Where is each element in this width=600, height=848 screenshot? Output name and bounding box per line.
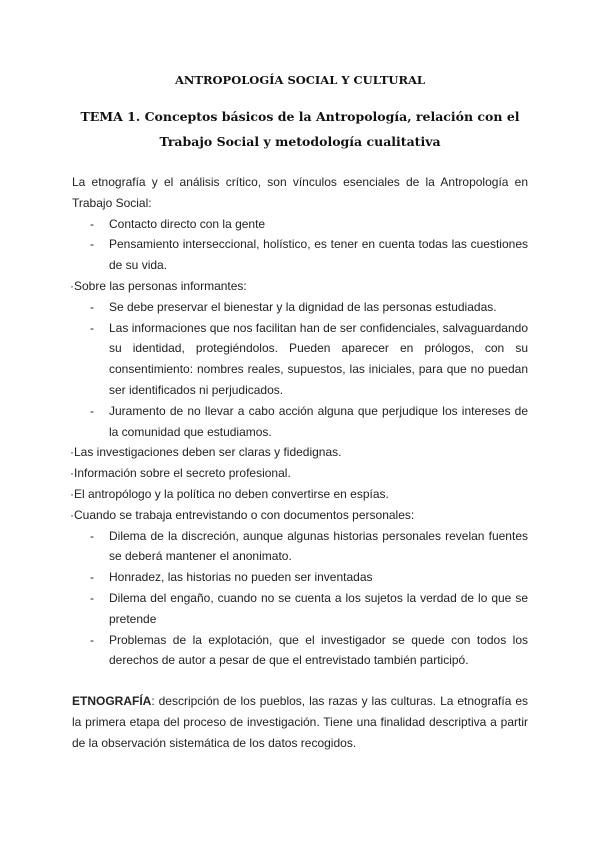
definition-text: : descripción de los pueblos, las razas y las culturas. La etnografía es la primera etapa del proceso de investigación. Tiene una finalidad descriptiva a partir de la observación sistemática de los datos recogidos. xyxy=(72,694,528,750)
bullet-dash: - xyxy=(90,403,94,418)
intro-list xyxy=(72,214,528,276)
list-item: - Las informaciones que nos facilitan han de ser confidenciales, salvaguardando su identidad, protegiéndolos. Pueden aparecer en prólogos, con su consentimiento: nombres reales, supuestos, las iniciales, para que no puedan ser identificados ni perjudicados. xyxy=(72,318,528,401)
list-item: - Dilema de la discreción, aunque algunas historias personales revelan fuentes se deberá mantener el anonimato. xyxy=(72,526,528,568)
statement-clarity: ·Las investigaciones deben ser claras y fidedignas. xyxy=(70,445,342,460)
section-marker: · xyxy=(70,466,74,481)
list-item: - Dilema del engaño, cuando no se cuenta a los sujetos la verdad de lo que se pretende xyxy=(72,588,528,630)
interview-heading: ·Cuando se trabaja entrevistando o con documentos personales: xyxy=(70,507,415,522)
document-title: ANTROPOLOGÍA SOCIAL Y CULTURAL xyxy=(174,73,426,87)
bullet-dash: - xyxy=(90,632,94,647)
statement-secrecy: ·Información sobre el secreto profesional. xyxy=(70,466,291,481)
informants-list xyxy=(72,297,528,443)
bullet-dash: - xyxy=(90,590,94,605)
bullet-dash: - xyxy=(90,237,94,252)
bullet-dash: - xyxy=(90,299,94,314)
list-item: - Pensamiento interseccional, holístico, es tener en cuenta todas las cuestiones de su vida. xyxy=(72,234,528,276)
bullet-dash: - xyxy=(90,570,94,585)
statement-politics: ·El antropólogo y la política no deben convertirse en espías. xyxy=(70,486,389,501)
section-marker: · xyxy=(70,486,74,501)
definition-paragraph xyxy=(72,691,528,753)
bullet-dash: - xyxy=(90,320,94,335)
section-marker: · xyxy=(70,445,74,460)
intro-paragraph: La etnografía y el análisis crítico, son vínculos esenciales de la Antropología en Trabajo Social: xyxy=(72,175,528,210)
bullet-dash: - xyxy=(90,528,94,543)
informants-heading: ·Sobre las personas informantes: xyxy=(70,278,247,293)
definition-term: ETNOGRAFÍA xyxy=(72,694,152,709)
list-item: - Se debe preservar el bienestar y la dignidad de las personas estudiadas. xyxy=(72,297,528,318)
list-item: - Juramento de no llevar a cabo acción alguna que perjudique los intereses de la comunidad que estudiamos. xyxy=(72,401,528,443)
topic-title: TEMA 1. Conceptos básicos de la Antropología, relación con el Trabajo Social y metodología cualitativa xyxy=(80,109,520,149)
paragraph-gap xyxy=(72,671,528,691)
interview-list xyxy=(72,526,528,672)
list-item: - Honradez, las historias no pueden ser inventadas xyxy=(72,567,528,588)
section-marker: · xyxy=(70,507,74,522)
list-item: - Contacto directo con la gente xyxy=(72,214,528,235)
list-item: - Problemas de la explotación, que el investigador se quede con todos los derechos de autor a pesar de que el entrevistado también participó. xyxy=(72,630,528,672)
bullet-dash: - xyxy=(90,216,94,231)
document-body xyxy=(72,172,528,754)
section-marker: · xyxy=(70,278,74,293)
